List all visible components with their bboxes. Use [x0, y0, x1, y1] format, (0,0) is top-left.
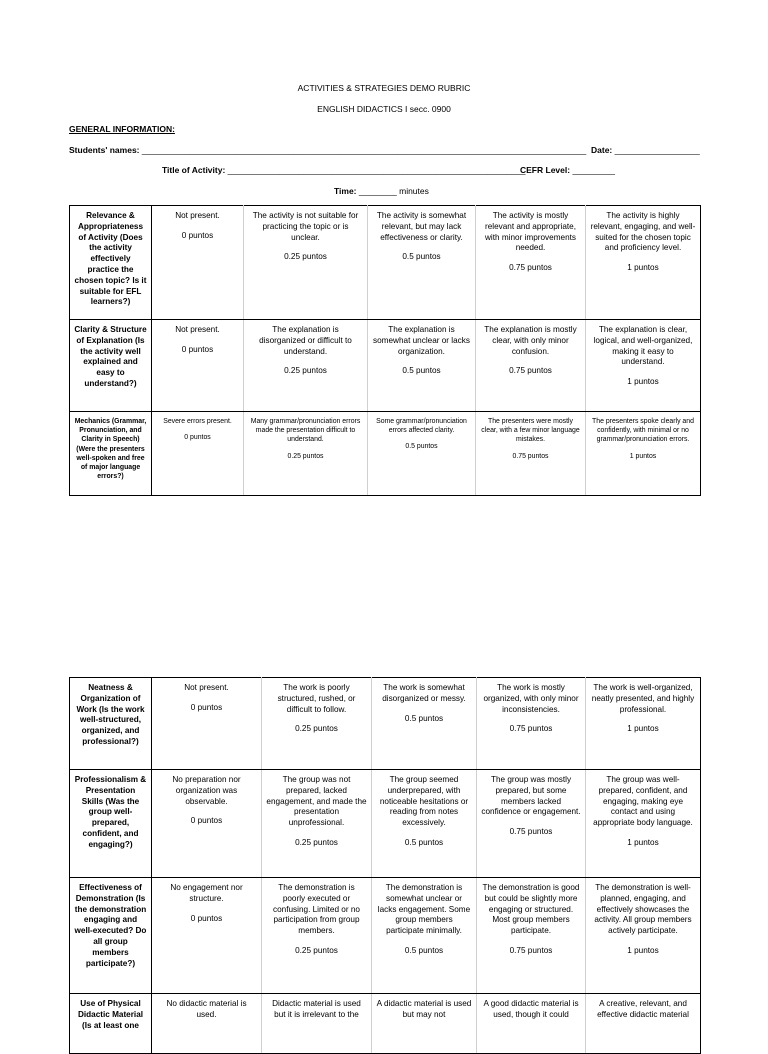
level-cell	[586, 878, 701, 994]
activity-title-label: Title of Activity:	[162, 165, 226, 175]
level-points: 0 puntos	[190, 702, 223, 712]
level-points: 0.75 puntos	[509, 827, 553, 837]
level-points: 0.75 puntos	[512, 452, 549, 460]
level-description: The explanation is mostly clear, with only minor confusion.	[484, 325, 577, 356]
level-cell	[152, 206, 244, 320]
document-subtitle: ENGLISH DIDACTICS I secc. 0900	[317, 104, 451, 114]
level-description: The explanation is disorganized or difficult to understand.	[259, 325, 352, 356]
level-description: Didactic material is used but it is irrelevant to the	[272, 999, 361, 1019]
level-description: The group was mostly prepared, but some members lacked confidence or engagement.	[481, 775, 581, 817]
level-description: The group was well-prepared, confident, and engaging, making eye contact and using appropriate body language.	[593, 775, 693, 828]
level-points: 0.75 puntos	[509, 366, 552, 376]
criterion-cell: Mechanics (Grammar, Pronunciation, and Clarity in Speech) (Were the presenters well-spoken and free of major language errors?)	[70, 412, 152, 496]
rubric-row	[70, 412, 701, 496]
activity-title-row	[162, 165, 526, 175]
rubric-row	[70, 320, 701, 412]
level-description: The presenters spoke clearly and confidently, with minimal or no grammar/pronunciation errors.	[592, 418, 694, 444]
level-points: 0 puntos	[190, 913, 223, 923]
level-cell	[586, 412, 701, 496]
level-description: Some grammar/pronunciation errors affected clarity.	[376, 418, 467, 435]
level-cell	[477, 770, 586, 878]
level-points: 0.5 puntos	[402, 252, 441, 262]
level-description: No preparation nor organization was observable.	[172, 775, 241, 806]
level-points: 0.25 puntos	[295, 945, 338, 955]
level-description: A creative, relevant, and effective didactic material	[597, 999, 689, 1019]
level-description: The group seemed underprepared, with noticeable hesitations or reading from notes excessively.	[379, 775, 469, 828]
level-description: The explanation is clear, logical, and well-organized, making it easy to understand.	[593, 325, 693, 367]
level-cell	[477, 878, 586, 994]
level-points: 0.5 puntos	[404, 837, 444, 847]
level-description: The activity is highly relevant, engaging, and well-suited for the chosen topic and proficiency level.	[590, 211, 696, 253]
students-names-row	[69, 145, 586, 155]
level-points: 1 puntos	[627, 837, 659, 847]
level-points: 0 puntos	[184, 434, 211, 442]
level-cell	[244, 206, 368, 320]
rubric-table-2	[69, 677, 701, 1054]
level-points: 0.75 puntos	[509, 263, 552, 273]
level-points: 0.25 puntos	[284, 252, 327, 262]
date-label: Date:	[591, 145, 613, 155]
level-points: 0.75 puntos	[509, 724, 553, 734]
level-cell	[372, 770, 477, 878]
level-cell	[262, 770, 372, 878]
level-description: The demonstration is somewhat unclear or lacks engagement. Some group members participate minimally.	[377, 883, 471, 936]
level-cell	[586, 320, 701, 412]
level-description: The activity is not suitable for practicing the topic or is unclear.	[252, 211, 359, 242]
level-description: Severe errors present.	[163, 418, 232, 425]
level-description: The work is well-organized, neatly presented, and highly professional.	[591, 683, 695, 714]
general-information-heading: GENERAL INFORMATION:	[69, 124, 175, 134]
level-cell	[476, 412, 586, 496]
level-points: 0.25 puntos	[295, 724, 338, 734]
level-cell	[368, 412, 476, 496]
level-description: The demonstration is poorly executed or confusing. Limited or no participation from group members.	[273, 883, 360, 936]
level-points: 1 puntos	[627, 377, 659, 387]
level-description: A didactic material is used but may not	[376, 999, 472, 1019]
level-cell	[477, 678, 586, 770]
level-points: 0 puntos	[181, 344, 214, 354]
level-description: Many grammar/pronunciation errors made the presentation difficult to understand.	[250, 418, 361, 444]
time-field[interactable]: ________	[358, 186, 397, 196]
level-points: 0 puntos	[181, 230, 214, 240]
level-points: 0.5 puntos	[405, 443, 438, 451]
level-points: 0.25 puntos	[295, 837, 338, 847]
level-cell	[262, 678, 372, 770]
level-description: No didactic material is used.	[166, 999, 247, 1019]
level-cell	[152, 770, 262, 878]
level-points: 0.5 puntos	[402, 366, 441, 376]
level-points: 1 puntos	[627, 945, 659, 955]
rubric-row	[70, 770, 701, 878]
time-unit: minutes	[399, 186, 429, 196]
date-row	[591, 145, 700, 155]
level-description: The work is mostly organized, with only minor inconsistencies.	[483, 683, 579, 714]
level-cell	[262, 878, 372, 994]
level-description: The work is somewhat disorganized or messy.	[382, 683, 466, 703]
criterion-cell: Relevance & Appropriateness of Activity (Does the activity effectively practice the chosen topic? Is it suitable for EFL learners?)	[70, 206, 152, 320]
level-description: A good didactic material is used, though it could	[483, 999, 579, 1019]
level-cell	[476, 206, 586, 320]
cefr-level-row	[520, 165, 615, 175]
level-points: 0 puntos	[190, 816, 223, 826]
level-points: 0.5 puntos	[404, 945, 444, 955]
level-points: 0.25 puntos	[287, 452, 324, 460]
criterion-cell: Use of Physical Didactic Material (Is at least one	[70, 994, 152, 1054]
level-description: The activity is somewhat relevant, but may lack effectiveness or clarity.	[376, 211, 467, 242]
level-cell	[586, 678, 701, 770]
time-label: Time:	[334, 186, 357, 196]
level-points: 1 puntos	[629, 452, 657, 460]
level-cell	[152, 320, 244, 412]
level-description: The demonstration is well-planned, engaging, and effectively showcases the activity. All group members actively participate.	[594, 883, 692, 936]
level-description: The explanation is somewhat unclear or lacks organization.	[373, 325, 470, 356]
level-description: Not present.	[184, 683, 229, 692]
level-cell	[372, 878, 477, 994]
rubric-row	[70, 678, 701, 770]
criterion-cell: Professionalism & Presentation Skills (Was the group well-prepared, confident, and engaging?)	[70, 770, 152, 878]
level-cell	[152, 878, 262, 994]
level-cell	[372, 678, 477, 770]
level-description: The activity is mostly relevant and appropriate, with minor improvements needed.	[484, 211, 577, 253]
level-description: The group was not prepared, lacked engagement, and made the presentation unprofessional.	[266, 775, 367, 828]
rubric-row	[70, 878, 701, 994]
level-cell	[586, 770, 701, 878]
level-cell	[152, 412, 244, 496]
time-row	[334, 186, 429, 196]
level-points: 1 puntos	[627, 263, 659, 273]
level-cell	[368, 206, 476, 320]
level-points: 0.75 puntos	[509, 945, 553, 955]
level-cell	[244, 320, 368, 412]
cefr-level-label: CEFR Level:	[520, 165, 571, 175]
level-description: The work is poorly structured, rushed, or difficult to follow.	[277, 683, 356, 714]
level-cell	[244, 412, 368, 496]
level-description: Not present.	[175, 325, 220, 334]
level-cell	[368, 320, 476, 412]
students-names-label: Students' names:	[69, 145, 140, 155]
cefr-level-field[interactable]: _________	[572, 165, 615, 175]
level-points: 0.5 puntos	[404, 713, 444, 723]
date-field[interactable]: __________________	[614, 145, 700, 155]
level-cell	[586, 206, 701, 320]
activity-title-field[interactable]: _______________________________________________________________	[227, 165, 526, 175]
level-description: The presenters were mostly clear, with a few minor language mistakes.	[481, 418, 580, 444]
criterion-cell: Neatness & Organization of Work (Is the work well-structured, organized, and professional?)	[70, 678, 152, 770]
level-points: 0.25 puntos	[284, 366, 327, 376]
level-cell	[476, 320, 586, 412]
level-points: 1 puntos	[627, 724, 659, 734]
rubric-row	[70, 206, 701, 320]
level-cell	[152, 678, 262, 770]
level-description: The demonstration is good but could be slightly more engaging or structured. Most group members participate.	[482, 883, 580, 936]
students-names-field[interactable]: ______________________________________________________________________________________________	[141, 145, 587, 155]
level-description: No engagement nor structure.	[170, 883, 243, 903]
criterion-cell: Clarity & Structure of Explanation (Is the activity well explained and easy to understand?)	[70, 320, 152, 412]
document-title: ACTIVITIES & STRATEGIES DEMO RUBRIC	[297, 83, 471, 93]
criterion-cell: Effectiveness of Demonstration (Is the demonstration engaging and well-executed? Do all group members participate?)	[70, 878, 152, 994]
level-description: Not present.	[175, 211, 220, 220]
rubric-table-1	[69, 205, 701, 496]
